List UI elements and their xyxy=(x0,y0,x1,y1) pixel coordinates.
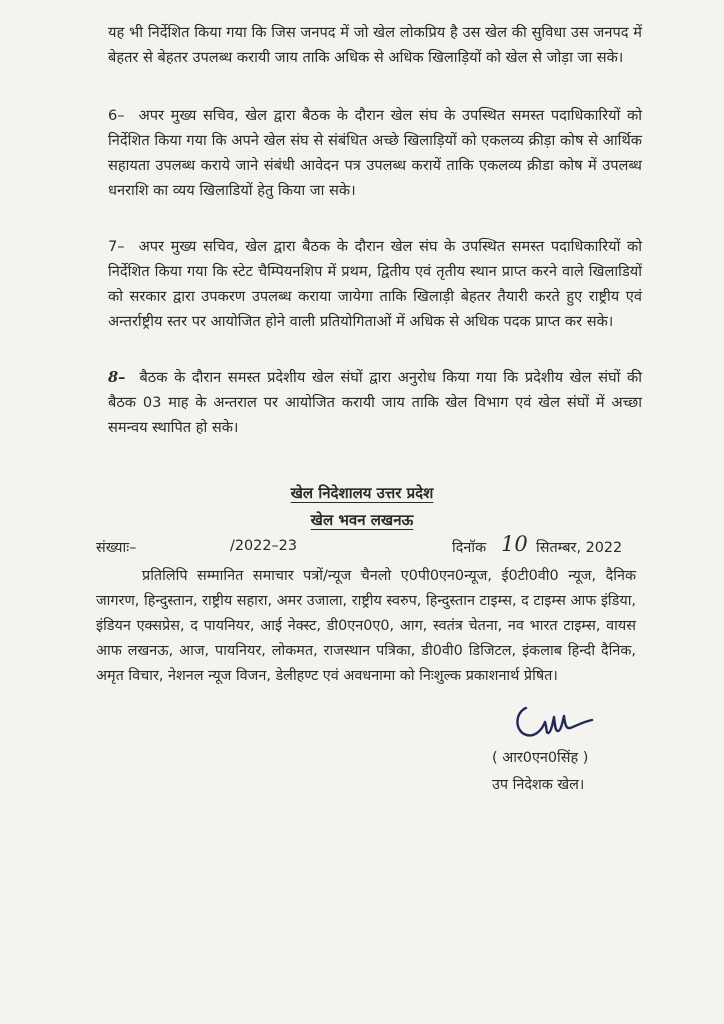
reference-number: /2022–23 xyxy=(230,538,297,554)
signatory-designation: उप निदेशक खेल। xyxy=(492,777,585,793)
paragraph-number: 8– xyxy=(108,369,126,386)
office-name: खेल निदेशालय उत्तर प्रदेश xyxy=(290,484,434,502)
copy-text: प्रतिलिपि सम्मानित समाचार पत्रों/न्यूज चैनलो ए0पी0एन0न्यूज, ई0टी0वी0 न्यूज, दैनिक जागरण, हिन्दुस्तान, राष्ट्रीय सहारा, अमर उजाला, राष्ट्रीय स्वरुप, हिन्दुस्तान टाइम्स, द टाइम्स आफ इंडिया, इंडियन एक्सप्रेस, द पायनियर, आई नेक्स्ट, डी0एन0ए0, आग, स्वतंत्र चेतना, नव भारत टाइम्स, वायस आफ लखनऊ, आज, पायनियर, लोकमत, राजस्थान पत्रिका, डी0वी0 डिजिटल, इंकलाब हिन्दी दैनिक, अमृत विचार, नेशनल न्यूज विजन, डेलीहण्ट एवं अवधनामा को निःशुल्क प्रकाशनार्थ प्रेषित। xyxy=(96,568,636,684)
signature-image xyxy=(512,702,596,740)
paragraph-text: यह भी निर्देशित किया गया कि जिस जनपद में जो खेल लोकप्रिय है उस खेल की सुविधा उस जनपद में बेहतर से बेहतर उपलब्ध करायी जाय ताकि अधिक से अधिक खिलाड़ियों को खेल से जोड़ा जा सके। xyxy=(108,24,642,66)
office-address: खेल भवन लखनऊ xyxy=(310,511,414,529)
paragraph-text: अपर मुख्य सचिव, खेल द्वारा बैठक के दौरान खेल संघ के उपस्थित समस्त पदाधिकारियों को निर्देशित किया गया कि अपने खेल संघ से संबंधित अच्छे खिलाड़ियों को एकलव्य क्रीड़ा कोष से आर्थिक सहायता उपलब्ध कराये जाने संबंधी आवेदन पत्र उपलब्ध करायें ताकि एकलव्य क्रीडा कोष में उपलब्ध धनराशि का व्यय खिलाडियों हेतु किया जा सके। xyxy=(108,107,642,199)
paragraph-number: 7– xyxy=(108,238,125,255)
paragraph-text: अपर मुख्य सचिव, खेल द्वारा बैठक के दौरान खेल संघ के उपस्थित समस्त पदाधिकारियों को निर्देशित किया गया कि स्टेट चैम्पियनशिप में प्रथम, द्वितीय एवं तृतीय स्थान प्राप्त करने वाले खिलाडियों को सरकार द्वारा उपकरण उपलब्ध कराया जायेगा ताकि खिलाड़ी बेहतर तैयारी करते हुए राष्ट्रीय एवं अन्तर्राष्ट्रीय स्तर पर आयोजित होने वाली प्रतियोगिताओं में अधिक से अधिक पदक प्राप्त कर सके। xyxy=(108,238,642,330)
paragraph-continued xyxy=(108,20,642,70)
paragraph-number: 6– xyxy=(108,107,125,124)
paragraph-7 xyxy=(108,234,642,334)
signatory-name: ( आर0एन0सिंह ) xyxy=(492,750,589,766)
reference-label: संख्याः– xyxy=(96,540,137,556)
paragraph-text: बैठक के दौरान समस्त प्रदेशीय खेल संघों द्वारा अनुरोध किया गया कि प्रदेशीय खेल संघों की बैठक 03 माह के अन्तराल पर आयोजित करायी जाय ताकि खेल विभाग एवं खेल संघों में अच्छा समन्वय स्थापित हो सके। xyxy=(108,369,642,436)
reference-line xyxy=(96,532,636,560)
paragraph-6 xyxy=(108,103,642,203)
copy-to-paragraph xyxy=(96,564,636,689)
paragraph-8 xyxy=(108,365,642,440)
date-label: दिनॉक xyxy=(452,540,487,556)
date-month-year: सितम्बर, 2022 xyxy=(536,540,623,556)
handwritten-date-day: 10 xyxy=(501,532,528,556)
